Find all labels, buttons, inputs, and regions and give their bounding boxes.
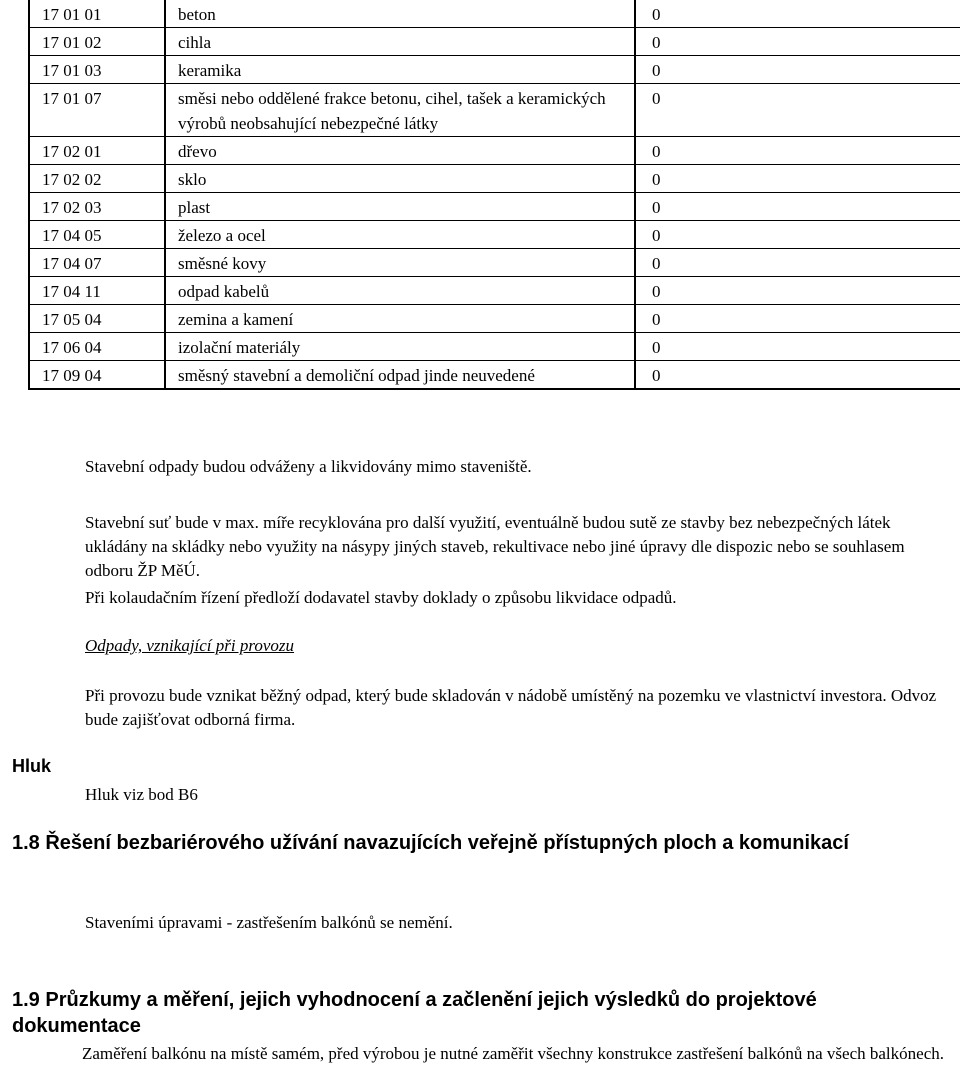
waste-name-cell: keramika [165,56,635,84]
table-row [29,333,960,361]
waste-code-cell: 17 09 04 [29,361,165,390]
approval-paragraph: Při kolaudačním řízení předloží dodavatel stavby doklady o způsobu likvidace odpadů. [85,588,677,607]
waste-name-cell: směsi nebo oddělené frakce betonu, cihel, tašek a keramických výrobů neobsahující nebezpečné látky [165,84,635,137]
waste-name-cell: beton [165,0,635,28]
waste-name-cell: plast [165,193,635,221]
waste-code-cell: 17 04 11 [29,277,165,305]
section-1-8-title: 1.8 Řešení bezbariérového užívání navazujících veřejně přístupných ploch a komunikací [12,832,849,854]
waste-name-cell: izolační materiály [165,333,635,361]
waste-code-cell: 17 02 01 [29,137,165,165]
waste-value-cell: 0 [635,84,960,137]
waste-name-cell: směsný stavební a demoliční odpad jinde neuvedené [165,361,635,390]
waste-value-cell: 0 [635,137,960,165]
table-row [29,137,960,165]
waste-value-cell: 0 [635,277,960,305]
waste-code-cell: 17 01 03 [29,56,165,84]
noise-heading: Hluk [12,756,52,776]
noise-paragraph: Hluk viz bod B6 [85,785,198,804]
table-row [29,277,960,305]
waste-name-cell: odpad kabelů [165,277,635,305]
section-1-8-paragraph: Staveními úpravami - zastřešením balkónů se nemění. [85,913,453,932]
table-row [29,361,960,390]
waste-name-cell: železo a ocel [165,221,635,249]
table-row [29,193,960,221]
waste-table [28,0,960,390]
table-row [29,165,960,193]
operation-paragraph: Při provozu bude vznikat běžný odpad, který bude skladován v nádobě umístěný na pozemku ve vlastnictví investora. Odvoz bude zajišťovat odborná firma. [85,686,937,729]
waste-name-cell: dřevo [165,137,635,165]
waste-code-cell: 17 01 07 [29,84,165,137]
waste-code-cell: 17 01 01 [29,0,165,28]
operation-heading: Odpady, vznikající při provozu [85,636,295,655]
waste-value-cell: 0 [635,333,960,361]
table-row [29,249,960,277]
waste-value-cell: 0 [635,249,960,277]
section-1-9-paragraph: Zaměření balkónu na místě samém, před výrobou je nutné zaměřit všechny konstrukce zastřešení balkónů na všech balkónech. [82,1044,944,1063]
waste-value-cell: 0 [635,165,960,193]
waste-code-cell: 17 05 04 [29,305,165,333]
table-row [29,56,960,84]
disposal-paragraph: Stavební odpady budou odváženy a likvidovány mimo staveniště. [85,457,532,476]
waste-name-cell: sklo [165,165,635,193]
waste-value-cell: 0 [635,193,960,221]
waste-name-cell: cihla [165,28,635,56]
waste-value-cell: 0 [635,0,960,28]
table-row [29,221,960,249]
waste-code-cell: 17 04 05 [29,221,165,249]
waste-value-cell: 0 [635,28,960,56]
waste-name-cell: směsné kovy [165,249,635,277]
waste-name-cell: zemina a kamení [165,305,635,333]
waste-value-cell: 0 [635,221,960,249]
waste-table-body [29,0,960,389]
recycling-paragraph: Stavební suť bude v max. míře recyklována pro další využití, eventuálně budou sutě ze stavby bez nebezpečných látek ukládány na skládky nebo využity na násypy jiných staveb, rekultivace nebo jiné úpravy dle dispozic nebo se souhlasem odboru ŽP MěÚ. [85,513,905,580]
waste-code-cell: 17 02 03 [29,193,165,221]
section-1-9-title: 1.9 Průzkumy a měření, jejich vyhodnocení a začlenění jejich výsledků do projektové dokumentace [12,989,817,1037]
table-row [29,84,960,137]
waste-value-cell: 0 [635,305,960,333]
waste-code-cell: 17 04 07 [29,249,165,277]
table-row [29,0,960,28]
waste-code-cell: 17 01 02 [29,28,165,56]
table-row [29,305,960,333]
waste-value-cell: 0 [635,56,960,84]
waste-code-cell: 17 06 04 [29,333,165,361]
waste-value-cell: 0 [635,361,960,390]
waste-code-cell: 17 02 02 [29,165,165,193]
table-row [29,28,960,56]
